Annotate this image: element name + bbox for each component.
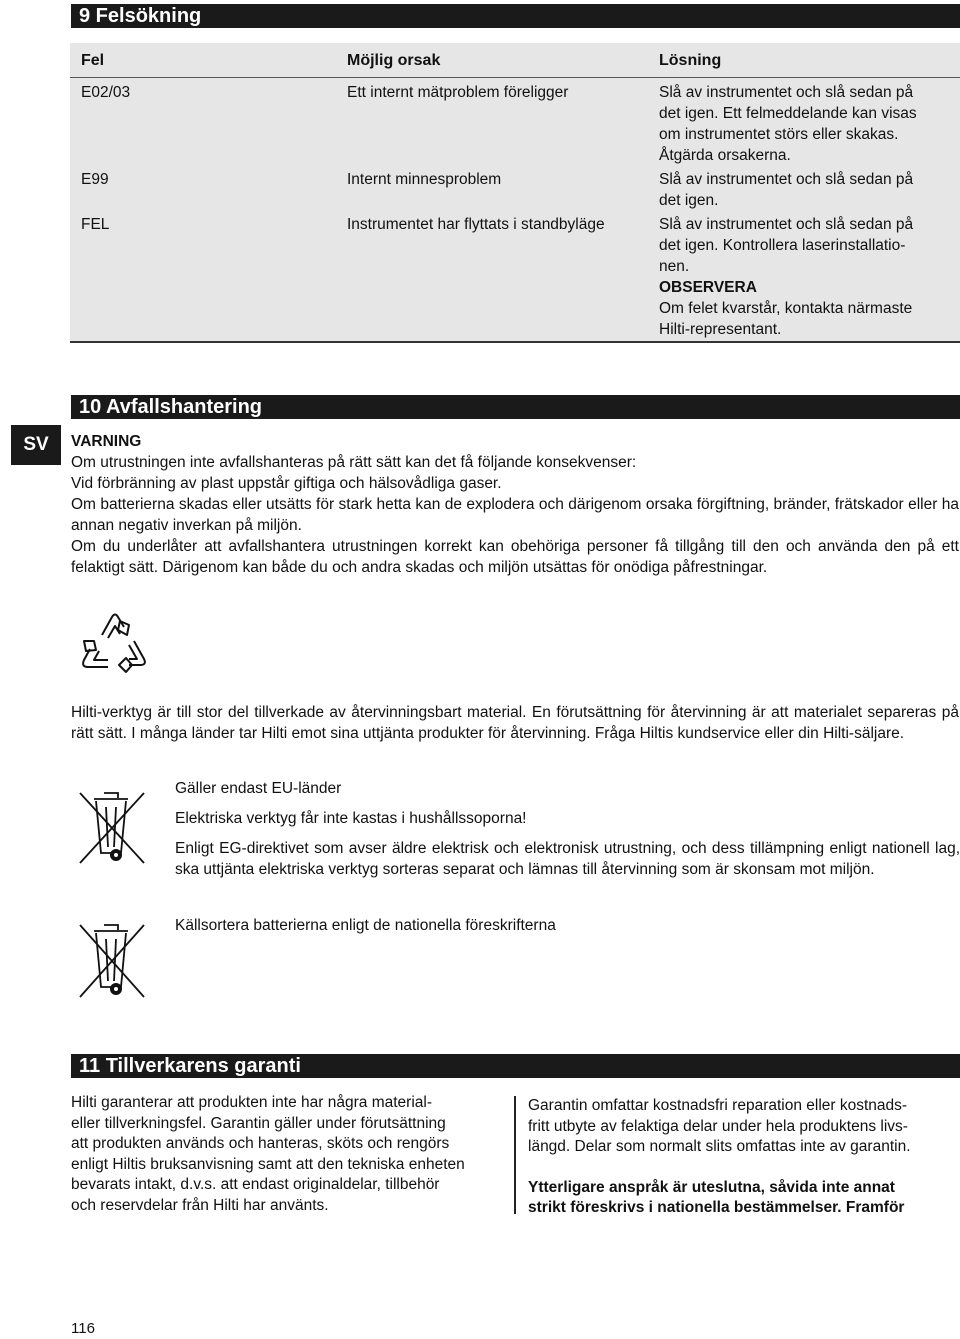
column-header-solution: Lösning bbox=[659, 52, 722, 69]
solution-line: om instrumentet störs eller skakas. bbox=[659, 126, 899, 143]
solution-line: det igen. Ett felmeddelande kan visas bbox=[659, 105, 917, 122]
language-tab: SV bbox=[11, 425, 61, 465]
table-cell-solution bbox=[659, 82, 917, 166]
warranty-line: bevarats intakt, d.v.s. att endast originaldelar, tillbehör bbox=[71, 1176, 440, 1193]
warning-text: Om utrustningen inte avfallshanteras på rätt sätt kan det få följande konsekvenser: bbox=[71, 454, 637, 471]
warranty-line: Garantin omfattar kostnadsfri reparation eller kostnads- bbox=[528, 1097, 908, 1114]
warranty-line: Hilti garanterar att produkten inte har några material- bbox=[71, 1094, 432, 1111]
warranty-line: eller tillverkningsfel. Garantin gäller under förutsättning bbox=[71, 1114, 446, 1132]
section-title-text: 11 Tillverkarens garanti bbox=[79, 1055, 301, 1077]
solution-line: Slå av instrumentet och slå sedan på bbox=[659, 216, 914, 233]
solution-line: det igen. bbox=[659, 192, 719, 209]
note-line: Om felet kvarstår, kontakta närmaste bbox=[659, 300, 913, 317]
warranty-line: och reservdelar från Hilti har använts. bbox=[71, 1196, 329, 1214]
eu-directive-text: Enligt EG-direktivet som avser äldre elektrisk och elektronisk utrustning, och dess tillämpning enligt nationell lag, ska uttjänta elektriska verktyg sorteras separat och lämnas till återvinning som är skonsam mot miljön. bbox=[175, 840, 960, 878]
crossed-bin-battery-icon bbox=[74, 917, 150, 1001]
warranty-line: att produkten används och hanteras, sköts och rengörs bbox=[71, 1135, 450, 1152]
table-cell-solution bbox=[659, 214, 913, 340]
note-line: Hilti-representant. bbox=[659, 321, 782, 338]
column-header-fault: Fel bbox=[81, 52, 105, 69]
table-cell-solution bbox=[659, 169, 913, 211]
solution-line: det igen. Kontrollera laserinstallatio- bbox=[659, 237, 906, 254]
eu-only-text: Gäller endast EU-länder bbox=[175, 780, 342, 797]
column-divider bbox=[514, 1096, 516, 1214]
warranty-bold-line: strikt föreskrivs i nationella bestämmelser. Framför bbox=[528, 1199, 905, 1216]
warning-title: VARNING bbox=[71, 433, 142, 450]
battery-sorting-text: Källsortera batterierna enligt de nationella föreskrifterna bbox=[175, 917, 556, 934]
warranty-line: längd. Delar som normalt slits omfattas inte av garantin. bbox=[528, 1138, 911, 1155]
warning-text: Vid förbränning av plast uppstår giftiga och hälsovådliga gaser. bbox=[71, 475, 502, 492]
page-number: 116 bbox=[71, 1320, 95, 1337]
section-title-warranty bbox=[71, 1054, 960, 1078]
solution-line: Slå av instrumentet och slå sedan på bbox=[659, 84, 914, 101]
section-title-text: 9 Felsökning bbox=[79, 5, 202, 27]
section-title-text: 10 Avfallshantering bbox=[79, 396, 263, 418]
recycling-paragraph: Hilti-verktyg är till stor del tillverkade av återvinningsbart material. En förutsättning för återvinning är att materialet separeras på rätt sätt. I många länder tar Hilti emot sina uttjänta produkter för återvinning. Fråga Hiltis kundservice eller din Hilti-säljare. bbox=[71, 704, 959, 742]
warning-text: Om du underlåter att avfallshantera utrustningen korrekt kan obehöriga personer få tillgång till den och använda den på ett felaktigt sätt. Därigenom kan både du och andra skadas och miljön utsättas för onödiga påfrestningar. bbox=[71, 538, 959, 576]
table-cell-cause: Instrumentet har flyttats i standbyläge bbox=[347, 216, 605, 233]
spacer bbox=[528, 1158, 960, 1178]
warranty-bold-line: Ytterligare anspråk är uteslutna, såvida inte annat bbox=[528, 1178, 895, 1196]
warning-text: Om batterierna skadas eller utsätts för stark hetta kan de explodera och därigenom orsaka förgiftning, bränder, frätskador eller ha annan negativ inverkan på miljön. bbox=[71, 496, 959, 534]
column-header-cause: Möjlig orsak bbox=[347, 52, 441, 69]
warranty-right-column bbox=[528, 1096, 960, 1219]
table-cell-fault: FEL bbox=[81, 216, 110, 233]
recycle-icon bbox=[74, 605, 156, 681]
warranty-left-column bbox=[71, 1093, 503, 1216]
table-cell-cause: Ett internt mätproblem föreligger bbox=[347, 84, 569, 101]
table-cell-fault: E02/03 bbox=[81, 84, 131, 101]
note-title: OBSERVERA bbox=[659, 279, 757, 296]
table-header-divider bbox=[70, 77, 960, 78]
solution-line: nen. bbox=[659, 258, 690, 275]
table-cell-cause: Internt minnesproblem bbox=[347, 171, 502, 188]
no-household-text: Elektriska verktyg får inte kastas i hushållssoporna! bbox=[175, 810, 527, 827]
warranty-line: fritt utbyte av felaktiga delar under hela produktens livs- bbox=[528, 1117, 908, 1135]
section-title-disposal bbox=[71, 395, 960, 419]
warranty-line: enligt Hiltis bruksanvisning samt att den tekniska enheten bbox=[71, 1155, 465, 1173]
section-title-troubleshooting bbox=[71, 4, 960, 28]
table-cell-fault: E99 bbox=[81, 171, 109, 188]
solution-line: Slå av instrumentet och slå sedan på bbox=[659, 171, 914, 188]
solution-line: Åtgärda orsakerna. bbox=[659, 147, 791, 164]
crossed-bin-icon bbox=[74, 785, 150, 867]
